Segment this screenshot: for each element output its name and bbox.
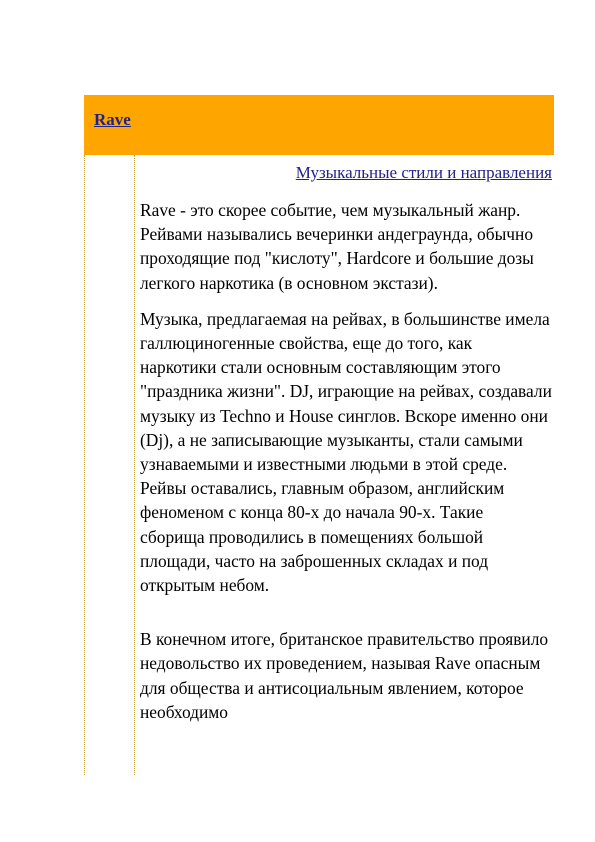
paragraph-government: В конечном итоге, британское правительство проявило недовольство их проведением, называя Rave опасным для общества и антисоциальным явлением, которое необходимо	[140, 629, 549, 722]
rave-header-link[interactable]: Rave	[94, 110, 131, 129]
music-styles-link[interactable]: Музыкальные стили и направления	[295, 163, 552, 182]
paragraph-intro: Rave - это скорее событие, чем музыкальный жанр. Рейвами назывались вечеринки андеграунда, обычно проходящие под "кислоту", Hardcore и большие дозы легкого наркотика (в основном экстази).	[140, 200, 534, 293]
article-content	[140, 162, 552, 736]
paragraph-music: Музыка, предлагаемая на рейвах, в большинстве имела галлюциногенные свойства, еще до того, как наркотики стали основным составляющим этого "праздника жизни". DJ, играющие на рейвах, создавали музыку из Techno и House синглов. Вскоре именно они (Dj), а не записывающие музыканты, стали самыми узнаваемыми и известными людьми в этой среде. Рейвы оставались, главным образом, английским феноменом с конца 80-х до начала 90-х. Такие сборища проводились в помещениях большой площади, часто на заброшенных складах и под открытым небом.	[140, 308, 552, 596]
header-band	[84, 95, 554, 155]
table-column-divider	[134, 155, 136, 775]
table-left-border	[84, 155, 86, 775]
